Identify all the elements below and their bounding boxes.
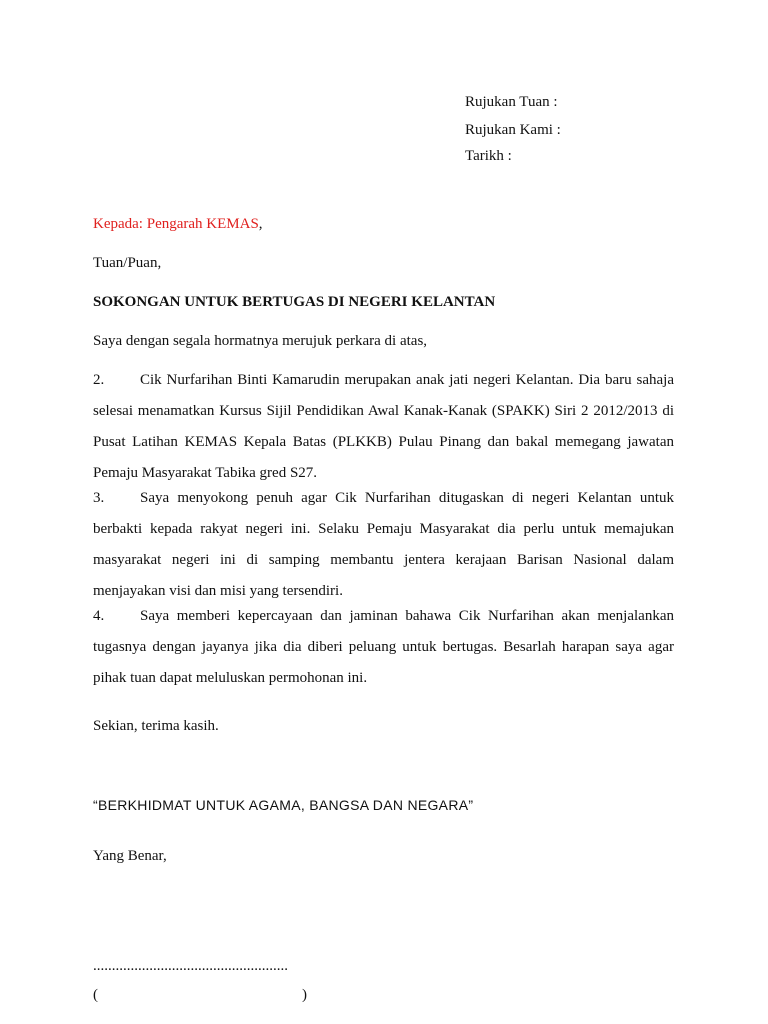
subject-heading: SOKONGAN UNTUK BERTUGAS DI NEGERI KELANTAN	[93, 294, 496, 310]
signature-line: ....................................................	[93, 958, 288, 974]
open-paren: (	[93, 987, 98, 1003]
paragraph-number: 4.	[93, 608, 105, 624]
recipient-label: Kepada: Pengarah KEMAS	[93, 216, 259, 232]
paragraph-text: Cik Nurfarihan Binti Kamarudin merupakan anak jati negeri Kelantan. Dia baru sahaja selesai menamatkan Kursus Sijil Pendidikan Awal Kanak-Kanak (SPAKK) Siri 2 2012/2013 di Pusat Latihan KEMAS Kepala Batas (PLKKB) Pulau Pinang dan bakal memegang jawatan Pemaju Masyarakat Tabika gred S27.	[93, 372, 674, 481]
paragraph-3	[93, 483, 674, 607]
date-label: Tarikh :	[465, 148, 512, 164]
recipient-comma: ,	[258, 216, 263, 232]
salutation: Tuan/Puan,	[93, 255, 162, 271]
paragraph-4	[93, 601, 674, 694]
motto: “BERKHIDMAT UNTUK AGAMA, BANGSA DAN NEGARA”	[93, 797, 474, 813]
paragraph-number: 3.	[93, 490, 105, 506]
your-reference: Rujukan Tuan :	[465, 94, 558, 110]
paragraph-text: Saya menyokong penuh agar Cik Nurfarihan ditugaskan di negeri Kelantan untuk berbakti kepada rakyat negeri ini. Selaku Pemaju Masyarakat dia perlu untuk memajukan masyarakat negeri ini di samping membantu jentera kerajaan Barisan Nasional dalam menjayakan visi dan misi yang tersendiri.	[93, 490, 674, 599]
our-reference: Rujukan Kami :	[465, 122, 561, 138]
closing-line: Sekian, terima kasih.	[93, 718, 219, 734]
recipient	[93, 215, 263, 233]
paragraph-number: 2.	[93, 372, 105, 388]
paragraph-text: Saya memberi kepercayaan dan jaminan bahawa Cik Nurfarihan akan menjalankan tugasnya dengan jayanya jika dia diberi peluang untuk bertugas. Besarlah harapan saya agar pihak tuan dapat meluluskan permohonan ini.	[93, 608, 674, 686]
opening-line: Saya dengan segala hormatnya merujuk perkara di atas,	[93, 333, 428, 349]
paragraph-2	[93, 365, 674, 489]
sign-off: Yang Benar,	[93, 848, 167, 864]
close-paren: )	[302, 987, 307, 1003]
signatory-name-placeholder	[93, 986, 307, 1004]
